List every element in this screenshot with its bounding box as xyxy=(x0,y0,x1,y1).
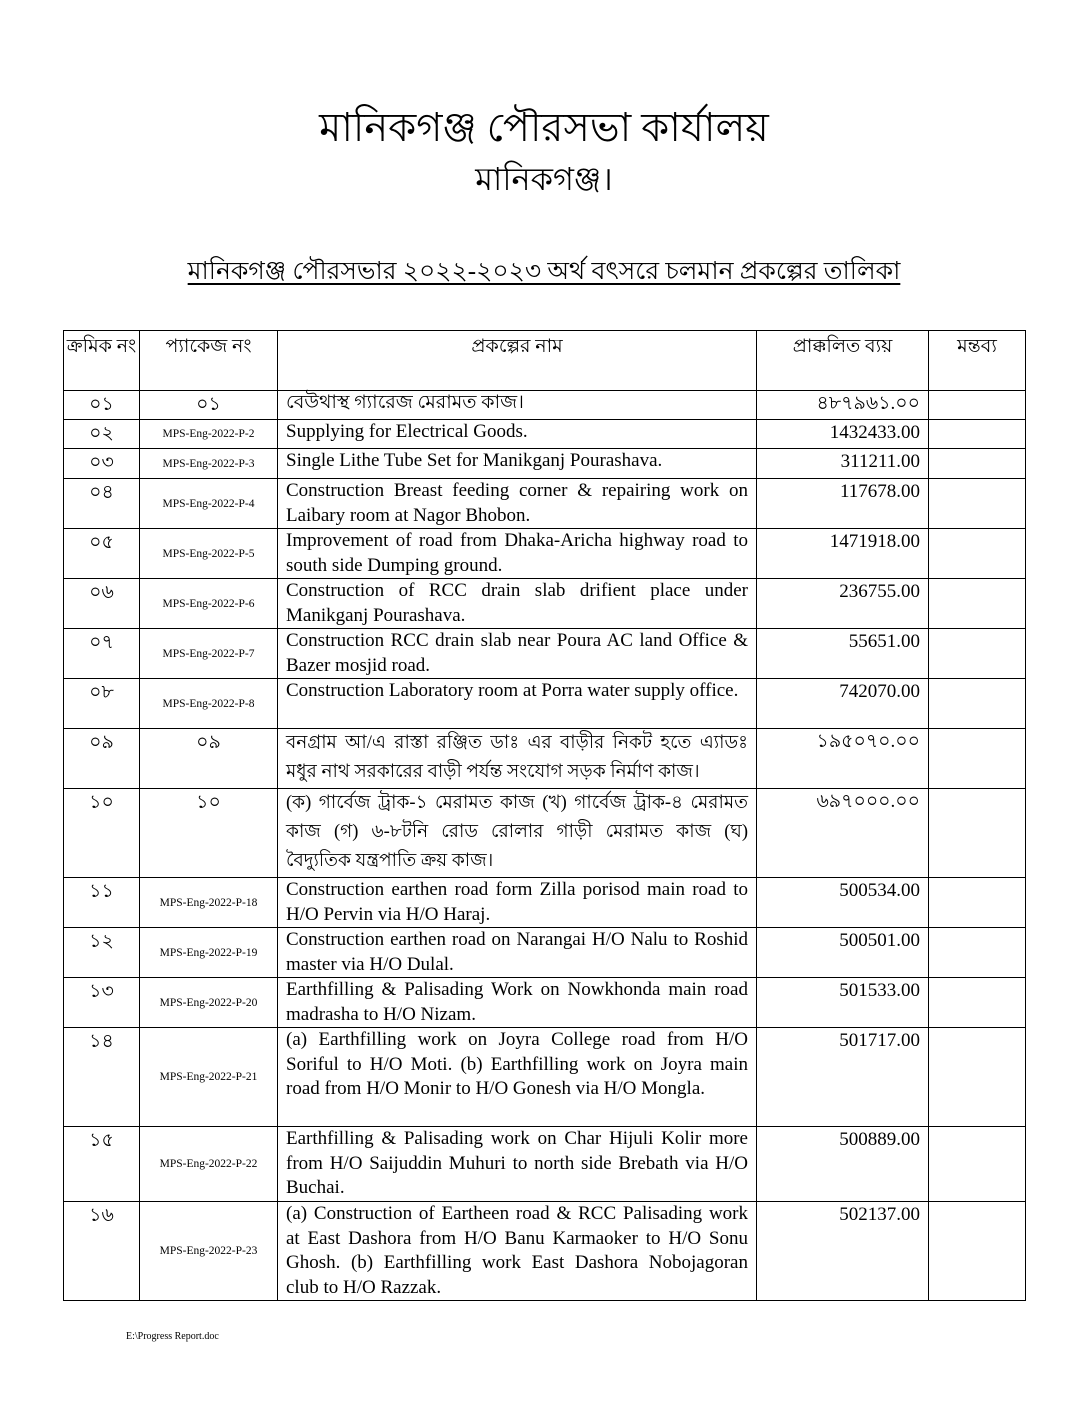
serial-cell: ০৫ xyxy=(64,529,140,579)
project-cell: বনগ্রাম আ/এ রাস্তা রঞ্জিত ডাঃ এর বাড়ীর নিকট হতে এ্যাডঃ মধুর নাথ সরকারের বাড়ী পর্যন্ত সংযোগ সড়ক নির্মাণ কাজ। xyxy=(278,729,757,789)
cost-cell: ১৯৫০৭০.০০ xyxy=(757,729,929,789)
remarks-cell xyxy=(929,978,1026,1028)
table-row xyxy=(64,420,1026,449)
serial-cell: ১০ xyxy=(64,789,140,878)
serial-cell: ০২ xyxy=(64,420,140,449)
office-location: মানিকগঞ্জ। xyxy=(475,161,613,197)
package-cell: MPS-Eng-2022-P-19 xyxy=(140,928,278,978)
package-cell: MPS-Eng-2022-P-22 xyxy=(140,1127,278,1202)
package-cell: MPS-Eng-2022-P-20 xyxy=(140,978,278,1028)
remarks-cell xyxy=(929,1028,1026,1127)
cost-cell: 1432433.00 xyxy=(757,420,929,449)
project-cell: Supplying for Electrical Goods. xyxy=(278,420,757,449)
serial-cell: ১৪ xyxy=(64,1028,140,1127)
file-path-footer: E:\Progress Report.doc xyxy=(126,1331,219,1342)
remarks-cell xyxy=(929,420,1026,449)
remarks-cell xyxy=(929,679,1026,729)
table-row xyxy=(64,1202,1026,1301)
table-row xyxy=(64,479,1026,529)
column-header-project: প্রকল্পের নাম xyxy=(278,331,757,391)
cost-cell: ৪৮৭৯৬১.০০ xyxy=(757,391,929,420)
package-cell: ০১ xyxy=(140,391,278,420)
remarks-cell xyxy=(929,878,1026,928)
document-heading-text: মানিকগঞ্জ পৌরসভার ২০২২-২০২৩ অর্থ বৎসরে চলমান প্রকল্পের তালিকা xyxy=(187,258,901,285)
package-cell: MPS-Eng-2022-P-18 xyxy=(140,878,278,928)
project-cell: বেউথাস্থ গ্যারেজ মেরামত কাজ। xyxy=(278,391,757,420)
remarks-cell xyxy=(929,449,1026,479)
package-cell: MPS-Eng-2022-P-6 xyxy=(140,579,278,629)
serial-cell: ০৩ xyxy=(64,449,140,479)
serial-cell: ১৬ xyxy=(64,1202,140,1301)
serial-cell: ১১ xyxy=(64,878,140,928)
serial-cell: ০৮ xyxy=(64,679,140,729)
cost-cell: 1471918.00 xyxy=(757,529,929,579)
cost-cell: 500889.00 xyxy=(757,1127,929,1202)
office-title: মানিকগঞ্জ পৌরসভা কার্যালয় xyxy=(319,105,769,150)
table-row xyxy=(64,978,1026,1028)
package-cell: ০৯ xyxy=(140,729,278,789)
serial-cell: ১২ xyxy=(64,928,140,978)
table-row xyxy=(64,391,1026,420)
table-row xyxy=(64,878,1026,928)
column-header-package: প্যাকেজ নং xyxy=(140,331,278,391)
project-cell: (ক) গার্বেজ ট্রাক-১ মেরামত কাজ (খ) গার্বেজ ট্রাক-৪ মেরামত কাজ (গ) ৬-৮টনি রোড রোলার গাড়ী মেরামত কাজ (ঘ) বৈদ্যুতিক যন্ত্রপাতি ক্রয় কাজ। xyxy=(278,789,757,878)
project-cell: (a) Construction of Eartheen road & RCC Palisading work at East Dashora from H/O Banu Karmaoker to H/O Sonu Ghosh. (b) Earthfilling work East Dashora Nobojagoran club to H/O Razzak. xyxy=(278,1202,757,1301)
table-row xyxy=(64,729,1026,789)
table-row xyxy=(64,1028,1026,1127)
table-row xyxy=(64,579,1026,629)
package-cell: ১০ xyxy=(140,789,278,878)
cost-cell: 55651.00 xyxy=(757,629,929,679)
package-cell: MPS-Eng-2022-P-5 xyxy=(140,529,278,579)
package-cell: MPS-Eng-2022-P-4 xyxy=(140,479,278,529)
column-header-cost: প্রাক্কলিত ব্যয় xyxy=(757,331,929,391)
remarks-cell xyxy=(929,729,1026,789)
package-cell: MPS-Eng-2022-P-7 xyxy=(140,629,278,679)
serial-cell: ০৬ xyxy=(64,579,140,629)
remarks-cell xyxy=(929,629,1026,679)
project-cell: Construction of RCC drain slab drifient place under Manikganj Pourashava. xyxy=(278,579,757,629)
project-table xyxy=(63,330,1026,1301)
package-cell: MPS-Eng-2022-P-2 xyxy=(140,420,278,449)
cost-cell: 502137.00 xyxy=(757,1202,929,1301)
remarks-cell xyxy=(929,1127,1026,1202)
table-row xyxy=(64,449,1026,479)
project-cell: Construction RCC drain slab near Poura AC land Office & Bazer mosjid road. xyxy=(278,629,757,679)
cost-cell: 501717.00 xyxy=(757,1028,929,1127)
project-cell: (a) Earthfilling work on Joyra College road from H/O Soriful to H/O Moti. (b) Earthfilling work on Joyra main road from H/O Monir to H/O Gonesh via H/O Mongla. xyxy=(278,1028,757,1127)
cost-cell: 311211.00 xyxy=(757,449,929,479)
project-cell: Construction Breast feeding corner & repairing work on Laibary room at Nagor Bhobon. xyxy=(278,479,757,529)
project-cell: Improvement of road from Dhaka-Aricha highway road to south side Dumping ground. xyxy=(278,529,757,579)
remarks-cell xyxy=(929,789,1026,878)
remarks-cell xyxy=(929,1202,1026,1301)
remarks-cell xyxy=(929,928,1026,978)
remarks-cell xyxy=(929,529,1026,579)
serial-cell: ০৭ xyxy=(64,629,140,679)
cost-cell: 500501.00 xyxy=(757,928,929,978)
cost-cell: 742070.00 xyxy=(757,679,929,729)
project-cell: Construction Laboratory room at Porra water supply office. xyxy=(278,679,757,729)
serial-cell: ০৪ xyxy=(64,479,140,529)
serial-cell: ০৯ xyxy=(64,729,140,789)
package-cell: MPS-Eng-2022-P-23 xyxy=(140,1202,278,1301)
project-cell: Earthfilling & Palisading Work on Nowkhonda main road madrasha to H/O Nizam. xyxy=(278,978,757,1028)
remarks-cell xyxy=(929,579,1026,629)
table-row xyxy=(64,629,1026,679)
serial-cell: ০১ xyxy=(64,391,140,420)
remarks-cell xyxy=(929,479,1026,529)
package-cell: MPS-Eng-2022-P-8 xyxy=(140,679,278,729)
project-cell: Earthfilling & Palisading work on Char Hijuli Kolir more from H/O Saijuddin Muhuri to north side Brebath via H/O Buchai. xyxy=(278,1127,757,1202)
cost-cell: 500534.00 xyxy=(757,878,929,928)
column-header-serial: ক্রমিক নং xyxy=(64,331,140,391)
table-row xyxy=(64,679,1026,729)
column-header-remarks: মন্তব্য xyxy=(929,331,1026,391)
table-row xyxy=(64,1127,1026,1202)
project-cell: Construction earthen road form Zilla porisod main road to H/O Pervin via H/O Haraj. xyxy=(278,878,757,928)
cost-cell: 236755.00 xyxy=(757,579,929,629)
table-row xyxy=(64,789,1026,878)
document-heading xyxy=(0,254,1088,290)
table-row xyxy=(64,529,1026,579)
cost-cell: 117678.00 xyxy=(757,479,929,529)
cost-cell: ৬৯৭০০০.০০ xyxy=(757,789,929,878)
package-cell: MPS-Eng-2022-P-21 xyxy=(140,1028,278,1127)
serial-cell: ১৫ xyxy=(64,1127,140,1202)
package-cell: MPS-Eng-2022-P-3 xyxy=(140,449,278,479)
serial-cell: ১৩ xyxy=(64,978,140,1028)
table-row xyxy=(64,928,1026,978)
table-header-row xyxy=(64,331,1026,391)
remarks-cell xyxy=(929,391,1026,420)
project-cell: Single Lithe Tube Set for Manikganj Pourashava. xyxy=(278,449,757,479)
project-cell: Construction earthen road on Narangai H/O Nalu to Roshid master via H/O Dulal. xyxy=(278,928,757,978)
cost-cell: 501533.00 xyxy=(757,978,929,1028)
